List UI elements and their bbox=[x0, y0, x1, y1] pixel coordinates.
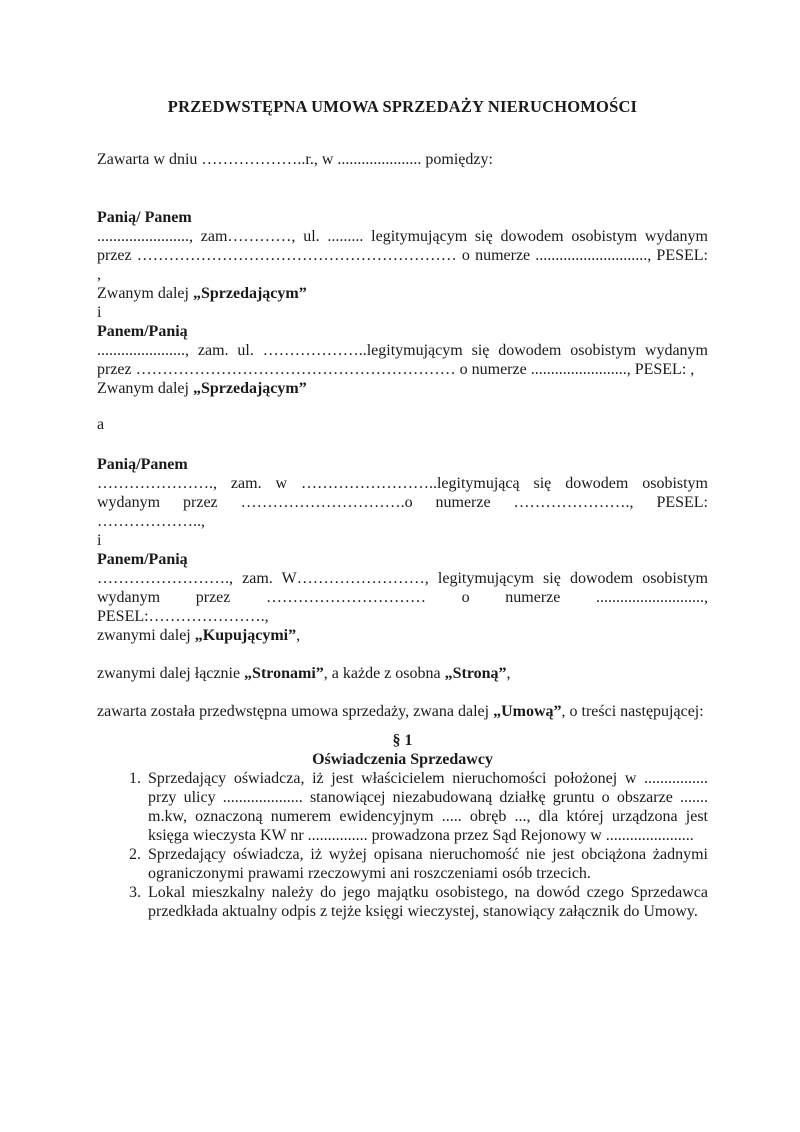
party4-tail-suffix: , bbox=[296, 627, 301, 644]
strona-label: „Stroną” bbox=[444, 665, 507, 682]
party3-heading: Panią/Panem bbox=[97, 456, 188, 473]
umowa-label: „Umową” bbox=[493, 703, 562, 720]
party1-tail-text: Zwanym dalej bbox=[97, 285, 193, 302]
preamble-prefix: zawarta została przedwstępna umowa sprzedaży, zwana dalej bbox=[97, 703, 494, 720]
collective-line bbox=[97, 664, 708, 683]
stronami-label: „Stronami” bbox=[244, 665, 324, 682]
clause-2-text: Sprzedający oświadcza, iż wyżej opisana nieruchomość nie jest obciążona żadnymi ograniczonymi prawami rzeczowymi ani roszczeniami osób trzecich. bbox=[148, 846, 708, 882]
party2-tail-text: Zwanym dalej bbox=[97, 380, 193, 397]
section-1-list bbox=[97, 769, 708, 921]
sprzedajacym-label-1: „Sprzedającym” bbox=[192, 285, 307, 302]
sprzedajacym-label-2: „Sprzedającym” bbox=[192, 380, 307, 397]
document-title: PRZEDWSTĘPNA UMOWA SPRZEDAŻY NIERUCHOMOŚCI bbox=[167, 97, 638, 116]
collective-suffix: , bbox=[506, 665, 511, 682]
section-1-heading: Oświadczenia Sprzedawcy bbox=[312, 751, 493, 768]
party4-body: ……………………., zam. W……………………, legitymującym się dowodem osobistym wydanym przez ………………………… o numerze ..........................., PESEL:…………………., bbox=[97, 570, 708, 625]
list-item-3 bbox=[145, 883, 708, 921]
collective-middle: , a każde z osobna bbox=[323, 665, 445, 682]
kupujacymi-label: „Kupującymi” bbox=[194, 627, 297, 644]
collective-prefix: zwanymi dalej łącznie bbox=[97, 665, 245, 682]
party2-heading: Panem/Panią bbox=[97, 323, 188, 340]
connector-i-1: i bbox=[97, 304, 102, 321]
party4-tail bbox=[97, 626, 708, 645]
party1-body: ......................., zam…………, ul. ......... legitymującym się dowodem osobistym wydanym przez …………………………………………………… o numerze ............................, PESEL: , bbox=[97, 228, 708, 283]
party2-body: ......................, zam. ul. ………………..legitymującym się dowodem osobistym wydanym przez …………………………………………………… o numerze ........................, PESEL: , bbox=[97, 342, 708, 378]
party3-body: …………………., zam. w ……………………..legitymującą się dowodem osobistym wydanym przez ………………………….o numerze …………………., PESEL: ……………….., bbox=[97, 475, 708, 530]
preamble-suffix: , o treści następującej: bbox=[561, 703, 704, 720]
clause-3-text: Lokal mieszkalny należy do jego majątku osobistego, na dowód czego Sprzedawca przedkłada aktualny odpis z tejże księgi wieczystej, stanowiący załącznik do Umowy. bbox=[148, 884, 708, 920]
party1-heading: Panią/ Panem bbox=[97, 209, 192, 226]
party1-tail bbox=[97, 284, 708, 303]
party2-tail bbox=[97, 379, 708, 398]
list-item-1 bbox=[145, 769, 708, 845]
connector-a: a bbox=[97, 416, 105, 433]
party4-tail-text: zwanymi dalej bbox=[97, 627, 195, 644]
section-1-number: § 1 bbox=[392, 732, 413, 749]
intro-line: Zawarta w dniu ………………..r., w ..................... pomiędzy: bbox=[97, 151, 493, 168]
connector-i-2: i bbox=[97, 532, 102, 549]
clause-1-text: Sprzedający oświadcza, iż jest właścicielem nieruchomości położonej w ................ przy ulicy .................... stanowiącej niezabudowaną działkę gruntu o obszarze ....... m.kw, oznaczoną numerem ewidencyjnym ..... obręb ..., dla której urządzona jest księga wieczysta KW nr ............... prowadzona przez Sąd Rejonowy w ...................... bbox=[148, 770, 708, 844]
preamble bbox=[97, 702, 708, 721]
list-item-2 bbox=[145, 845, 708, 883]
party4-heading: Panem/Panią bbox=[97, 551, 188, 568]
